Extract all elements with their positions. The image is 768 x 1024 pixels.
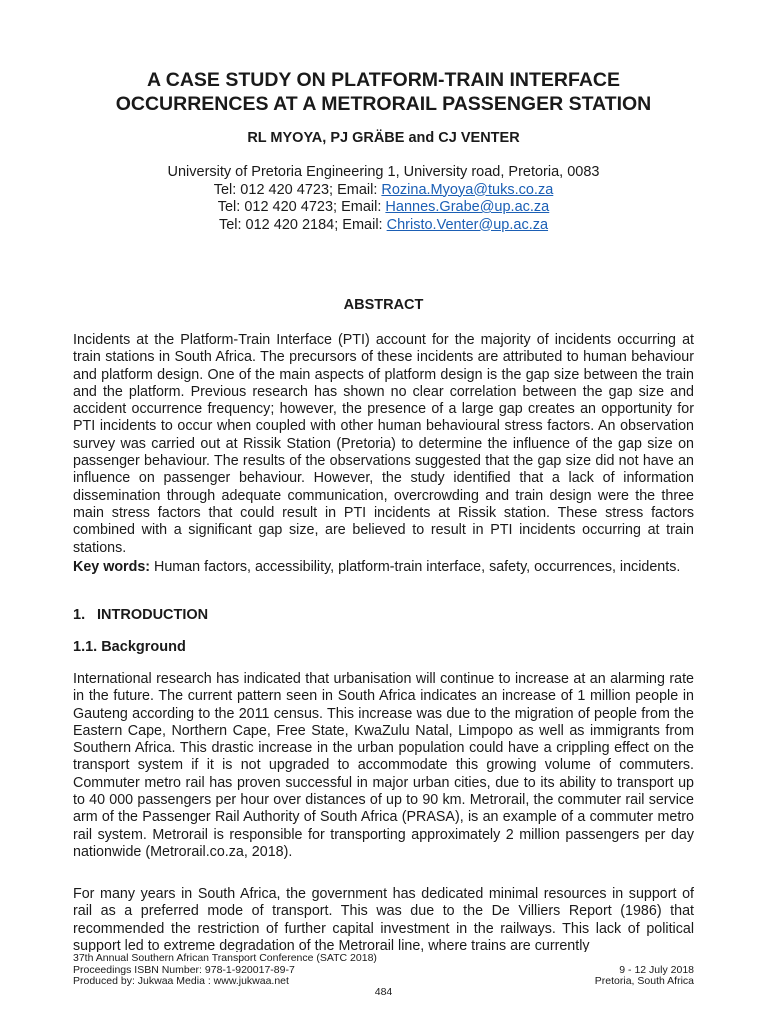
contact-prefix: Tel: 012 420 4723; Email: [217, 199, 386, 215]
paper-title [73, 68, 694, 116]
section-heading-introduction [73, 607, 208, 623]
keywords-label: Key words: [73, 559, 151, 575]
section-title: INTRODUCTION [97, 607, 209, 623]
footer-producer: Produced by: Jukwaa Media : www.jukwaa.net [73, 975, 289, 987]
affiliation-block [73, 164, 694, 234]
footer-date: 9 - 12 July 2018 [619, 963, 694, 976]
abstract-text: Incidents at the Platform-Train Interface (PTI) account for the majority of incidents occurring at train stations in South Africa. The precursors of these incidents are attributed to human behaviour and platform design. One of the main aspects of platform design is the gap size between the train and the platform. Previous research has shown no clear correlation between the gap size and accident occurrence frequency; however, the presence of a large gap creates an opportunity for PTI incidents to occur when coupled with other human behavioural stress factors. An observation survey was carried out at Rissik Station (Pretoria) to determine the influence of the gap size on passenger behaviour. The results of the observations suggested that the gap size did not have an influence on passenger behaviour. However, the study identified that a lack of information dissemination through adequate communication, overcrowding and train design were the three main stress factors that could result in PTI incidents at Rissik station. These stress factors combined with a significant gap size, are believed to result in PTI incidents occurring at train stations. [73, 332, 694, 556]
contact-line-3 [73, 217, 694, 235]
title-line-1: A CASE STUDY ON PLATFORM-TRAIN INTERFACE [146, 69, 621, 91]
footer-isbn: Proceedings ISBN Number: 978-1-920017-89-7 [73, 963, 295, 976]
body-paragraph-2: For many years in South Africa, the government has dedicated minimal resources in support of rail as a preferred mode of transport. This was due to the De Villiers Report (1986) that recommended the restriction of further capital investment in the railways. This lack of political support led to extreme degradation of the Metrorail line, where trains are currently [73, 886, 694, 952]
contact-line-1 [73, 182, 694, 200]
section-number: 1. [73, 607, 86, 623]
email-link-hannes[interactable]: Hannes.Grabe@up.ac.za [385, 199, 550, 215]
contact-line-2 [73, 199, 694, 217]
footer-conference: 37th Annual Southern African Transport Conference (SATC 2018) [73, 952, 377, 964]
subsection-heading-background: 1.1. Background [73, 639, 186, 655]
affiliation-address: University of Pretoria Engineering 1, University road, Pretoria, 0083 [167, 164, 600, 180]
email-link-christo[interactable]: Christo.Venter@up.ac.za [386, 216, 549, 233]
contact-prefix: Tel: 012 420 4723; Email: [213, 181, 382, 198]
email-link-rozina[interactable]: Rozina.Myoya@tuks.co.za [381, 181, 554, 198]
title-line-2: OCCURRENCES AT A METRORAIL PASSENGER STATION [115, 93, 652, 115]
abstract-heading: ABSTRACT [343, 297, 424, 313]
contact-prefix: Tel: 012 420 2184; Email: [218, 216, 387, 233]
page-number: 484 [374, 986, 393, 998]
keywords-text: Human factors, accessibility, platform-train interface, safety, occurrences, incidents. [150, 559, 681, 575]
footer-place: Pretoria, South Africa [594, 975, 694, 987]
body-paragraph-1: International research has indicated that urbanisation will continue to increase at an alarming rate in the future. The current pattern seen in South Africa indicates an increase of 1 million people in Gauteng according to the 2011 census. This increase was due to the migration of people from the Eastern Cape, Northern Cape, Free State, KwaZulu Natal, Limpopo as well as immigrants from Southern Africa. This drastic increase in the urban population could have a crippling effect on the transport system if it is not upgraded to accommodate this growing volume of commuters. Commuter metro rail has proven successful in major urban cities, due to its ability to transport up to 40 000 passengers per hour over distances of up to 90 km. Metrorail, the commuter rail service arm of the Passenger Rail Authority of South Africa (PRASA), is an example of a commuter metro rail system. Metrorail is responsible for transporting approximately 2 million passengers per day nationwide (Metrorail.co.za, 2018). [73, 671, 694, 860]
keywords [73, 559, 694, 576]
author-list: RL MYOYA, PJ GRÄBE and CJ VENTER [247, 130, 520, 146]
